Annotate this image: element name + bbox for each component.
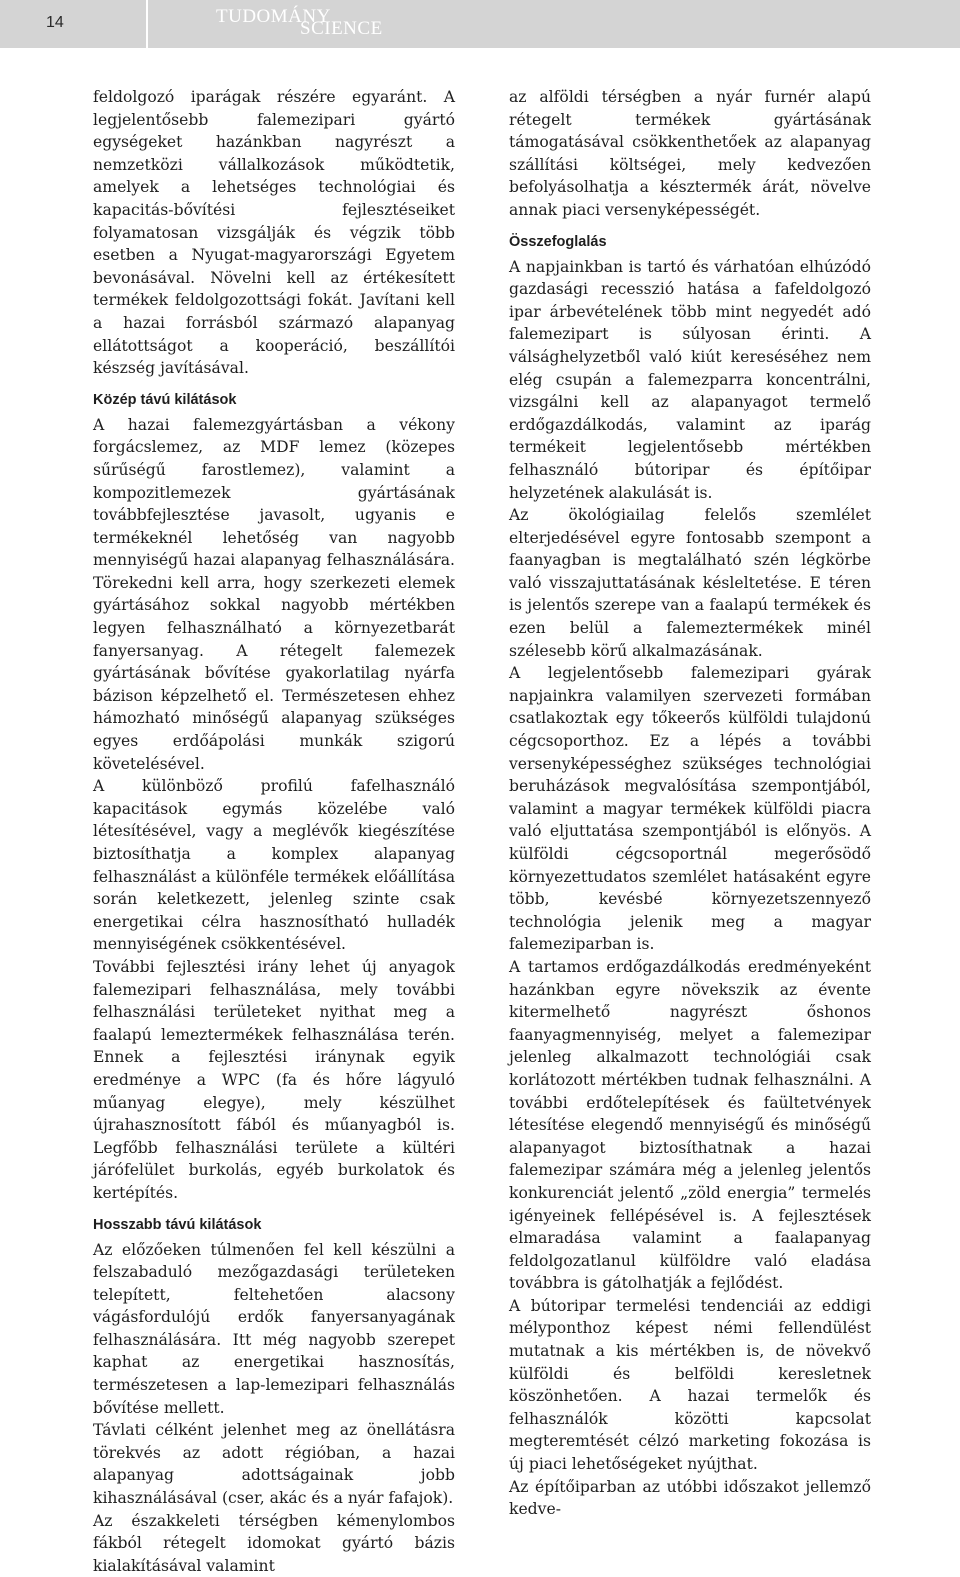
section-subtitle: SCIENCE (300, 18, 383, 39)
section-heading-summary: Összefoglalás (509, 233, 607, 250)
paragraph: Az építőiparban az utóbbi időszakot jellemző kedve- (509, 1477, 871, 1519)
page-header (0, 0, 960, 48)
paragraph: Az északkeleti térségben kémenylombos fákból rétegelt idomokat gyártó bázis kialakításával valamint (93, 1511, 455, 1575)
page-number: 14 (46, 14, 64, 31)
paragraph: feldolgozó iparágak részére egyaránt. A legjelentősebb falemezipari gyártó egységeket hazánkban nagyrészt a nemzetközi vállalkozások működtetik, amelyek a lehetséges technológiai és kapacitás-bővítési fejlesztéseiket folyamatosan vizsgálják és végzik több esetben a Nyugat-magyarországi Egyetem bevonásával. Növelni kell az értékesített termékek feldolgozottsági fokát. Javítani kell a hazai forrásból származó alapanyag ellátottságot a kooperáció, beszállítói készség javításával. (93, 88, 455, 378)
header-divider (146, 0, 148, 48)
paragraph: Az előzőeken túlmenően fel kell készülni a felszabaduló mezőgazdasági területeken telepített, feltehetően alacsony vágásfordulójú erdők fanyersanyagának felhasználására. Itt még nagyobb szerepet kaphat az energetikai hasznosítás, természetesen a lap-lemezipari felhasználás bővítése mellett. (93, 1240, 455, 1417)
paragraph: A hazai falemezgyártásban a vékony forgácslemez, az MDF lemez (közepes sűrűségű farostlemez), valamint a kompozitlemezek gyártásának továbbfejlesztése javasolt, ugyanis e termékeknél lehetőség van nagyobb mennyiségű hazai alapanyag felhasználására. Törekedni kell arra, hogy szerkezeti elemek gyártásához sokkal nagyobb mértékben legyen felhasználható a környezetbarát fanyersanyag. A rétegelt falemezek gyártásának bővítése gyakorlatilag nyárfa bázison képzelhető el. Természetesen ehhez hámozható minőségű alapanyag szükséges egyes erdőápolási munkák szigorú követelésével. (93, 415, 455, 773)
paragraph: További fejlesztési irány lehet új anyagok falemezipari felhasználása, mely további felhasználási területeket nyithat meg a faalapú lemeztermékek felhasználása terén. Ennek a fejlesztési iránynak egyik eredménye a WPC (fa és hőre lágyuló műanyag elegye), mely készülhet újrahasznosított fából és műanyagból is. Legfőbb felhasználási területe a kültéri járófelület burkolás, egyéb burkolatok és kertépítés. (93, 957, 455, 1202)
section-heading-medium-term: Közép távú kilátások (93, 391, 237, 408)
paragraph: az alföldi térségben a nyár furnér alapú rétegelt termékek gyártásának támogatásával csökkenthetőek az alapanyag szállítási költségei, mely kedvezően befolyásolhatja a késztermék árát, növelve annak piaci versenyképességét. (509, 88, 871, 219)
paragraph: A különböző profilú fafelhasználó kapacitások egymás közelébe való létesítésével, vagy a meglévők kiegészítése biztosíthatja a komplex alapanyag felhasználást a különféle termékek előállítása során keletkezett, jelenleg szinte csak energetikai célra hasznosítható hulladék mennyiségének csökkentésével. (93, 777, 455, 954)
paragraph: A tartamos erdőgazdálkodás eredményeként hazánkban egyre növekszik az évente kitermelhető nagyrészt őshonos faanyagmennyiség, melyet a falemezipar jelenleg alkalmazott technológiái csak korlátozott mértékben tudnak felhasználni. A további erdőtelepítések és faültetvények létesítése elegendő mennyiségű és minőségű alapanyagot biztosíthatnak a hazai falemezipar számára még a jelenleg jelentős konkurenciát jelentő „zöld energia” termelés igényeinek fellépésével is. A fejlesztések elmaradása valamint a faalapanyag feldolgozatlanul külföldre való eladása továbbra is gátolhatják a fejlődést. (509, 957, 871, 1293)
paragraph: A bútoripar termelési tendenciái az eddigi mélyponthoz képest némi fellendülést mutatnak a kis mértékben is, de növekvő külföldi és belföldi keresletnek köszönhetően. A hazai termelők és felhasználók közötti kapcsolat megteremtését célzó marketing fokozása is új piaci lehetőségeket nyújthat. (509, 1296, 871, 1474)
right-column (509, 86, 871, 1519)
paragraph: Az ökológiailag felelős szemlélet elterjedésével egyre fontosabb szempont a faanyagban is megtalálható szén légkörbe való visszajuttatásának késleltetése. E téren is jelentős szerepe van a faalapú termékek és ezen belül a falemeztermékek minél szélesebb körű alkalmazásának. (509, 506, 871, 660)
paragraph: A legjelentősebb falemezipari gyárak napjainkra valamilyen szervezeti formában csatlakoztak egy tőkeerős külföldi tulajdonú cégcsoporthoz. Ez a lépés a további versenyképességhez szükséges technológiai beruházások megvalósítása szempontjából, valamint a magyar termékek külföldi piacra való eljuttatása szempontjából is előnyös. A külföldi cégcsoportnál megerősödő környezettudatos szemlélet hatásaként egyre több, kevésbé környezetszennyező technológia jelenik meg a magyar falemeziparban is. (509, 664, 871, 954)
paragraph: A napjainkban is tartó és várhatóan elhúzódó gazdasági recesszió hatása a fafeldolgozó ipar árbevételének több mint negyedét adó falemezipart is súlyosan érinti. A válsághelyzetből való kiút kereséséhez nem elég csupán a falemezparra koncentrálni, vizsgálni kell az alapanyagot termelő erdőgazdálkodás, valamint az iparág termékeit legjelentősebb mértékben felhasználó bútoripar és építőipar helyzetének alakulását is. (509, 257, 871, 502)
section-title: TUDOMÁNY (216, 6, 331, 27)
paragraph: Távlati célként jelenhet meg az önellátásra törekvés az adott régióban, a hazai alapanyag adottságainak jobb kihasználásával (cser, akác és a nyár fafajok). (93, 1421, 455, 1508)
section-heading-long-term: Hosszabb távú kilátások (93, 1216, 262, 1233)
left-column (93, 86, 455, 1575)
